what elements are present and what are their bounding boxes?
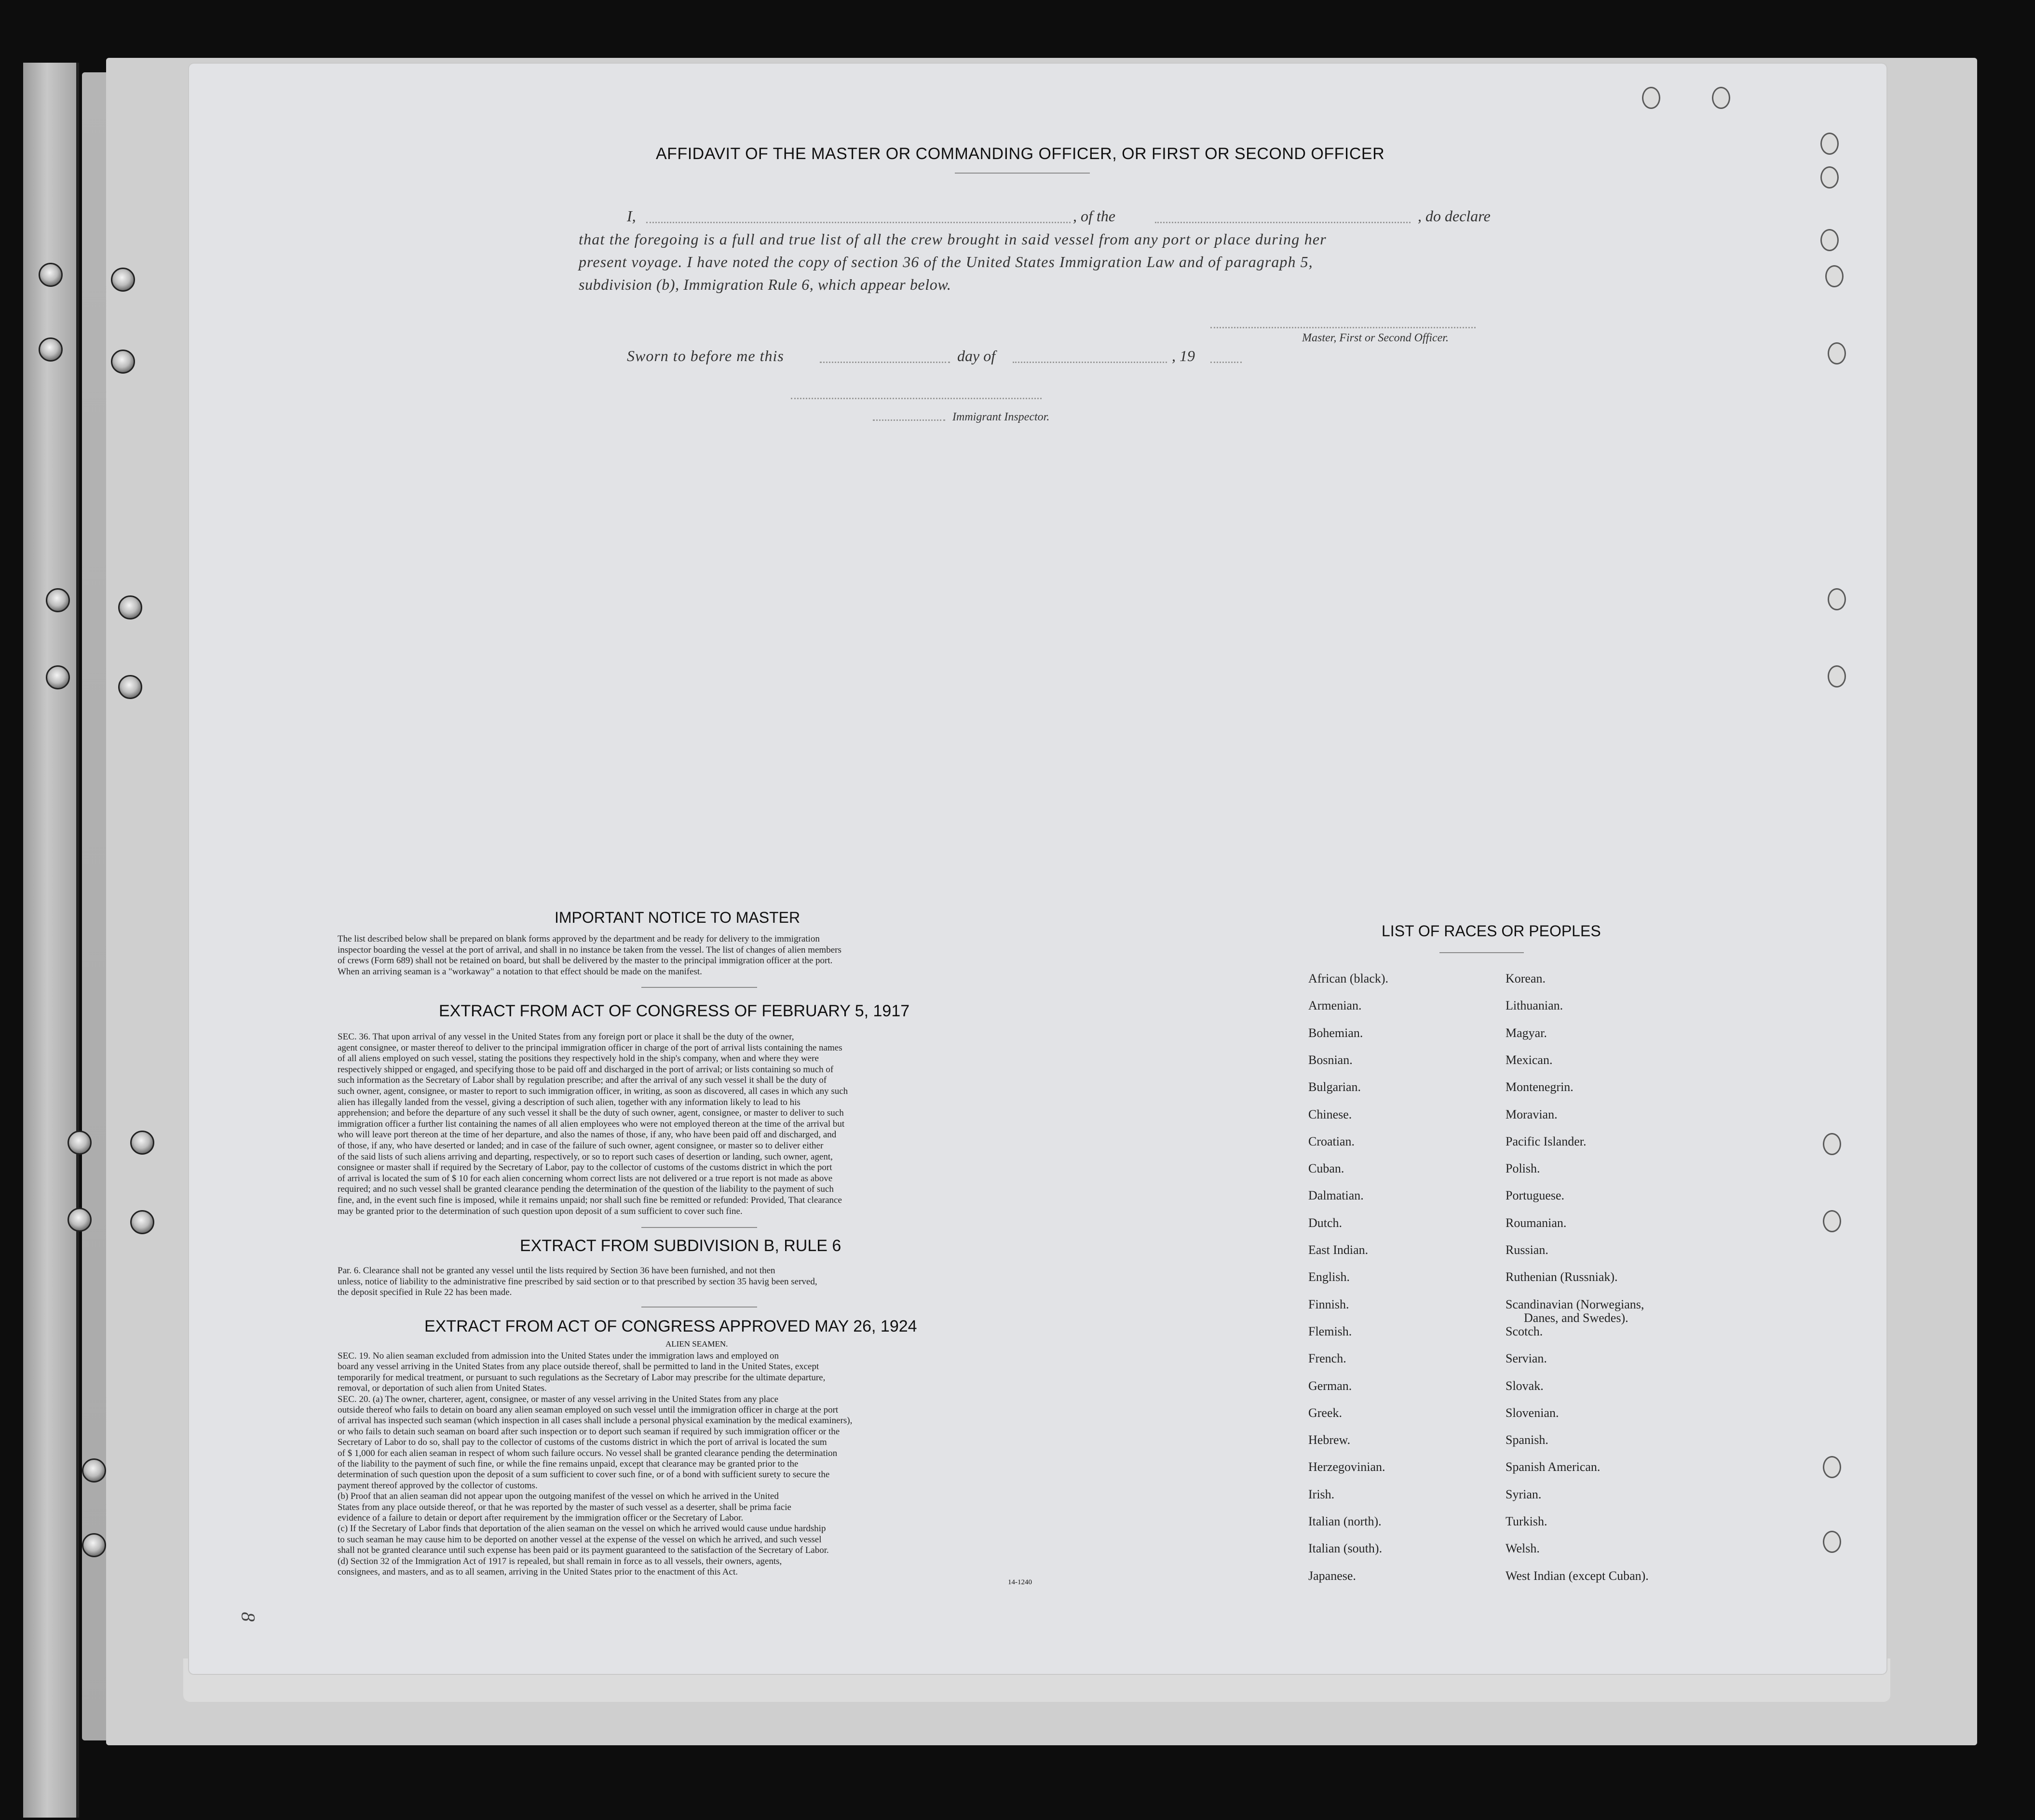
race-item: German.: [1308, 1378, 1352, 1393]
binder-hole-icon: [82, 1533, 106, 1557]
page-hole-icon: [1820, 166, 1839, 189]
sworn-day-field[interactable]: [820, 362, 950, 363]
sworn-month-field[interactable]: [1013, 362, 1167, 363]
sworn-label: Sworn to before me this: [627, 347, 784, 364]
vessel-field[interactable]: [1155, 222, 1411, 223]
extract-1924-line: outside thereof who fails to detain on board any alien seaman employed on such vessel until the immigration officer in charge at the port: [338, 1405, 839, 1415]
binder-strip: [23, 63, 79, 1818]
race-item: Croatian.: [1308, 1134, 1355, 1148]
master-signature-field[interactable]: [1210, 327, 1476, 328]
binder-hole-icon: [130, 1210, 154, 1234]
race-item: Slovenian.: [1506, 1405, 1559, 1420]
race-item: Finnish.: [1308, 1297, 1349, 1311]
race-item: Servian.: [1506, 1351, 1547, 1366]
form-number: 14-1240: [1008, 1578, 1032, 1586]
race-item: Portuguese.: [1506, 1188, 1565, 1203]
notice-line: inspector boarding the vessel at the port of arrival, and shall in no instance be taken from the vessel. The list of changes of alien members: [338, 944, 841, 955]
extract-1917-title: EXTRACT FROM ACT OF CONGRESS OF FEBRUARY 5, 1917: [439, 1002, 910, 1020]
page-hole-icon: [1820, 133, 1839, 155]
extract-1917-line: of those, if any, who have deserted or landed; and in case of the failure of such owner, agent consignee, or master so to deliver either: [338, 1141, 824, 1151]
extract-1924-line: (d) Section 32 of the Immigration Act of 1917 is repealed, but shall remain in force as to all vessels, their owners, agents,: [338, 1556, 782, 1566]
races-title: LIST OF RACES OR PEOPLES: [1382, 922, 1601, 940]
extract-1924-line: (c) If the Secretary of Labor finds that deportation of the alien seaman on the vessel on which he arrived would cause undue hardship: [338, 1523, 826, 1534]
extract-1924-line: evidence of a failure to detain or deport after requirement by the immigration officer or the Secretary of Labor.: [338, 1513, 744, 1523]
race-item: Polish.: [1506, 1161, 1540, 1176]
race-item: Chinese.: [1308, 1107, 1352, 1121]
master-signature-label: Master, First or Second Officer.: [1302, 332, 1449, 344]
race-item: Russian.: [1506, 1243, 1548, 1257]
affidavit-title: AFFIDAVIT OF THE MASTER OR COMMANDING OFFICER, OR FIRST OR SECOND OFFICER: [656, 145, 1385, 163]
page-hole-icon: [1820, 229, 1839, 251]
extract-1917-line: alien has illegally landed from the vessel, giving a description of such alien, together with any information likely to lead to his: [338, 1097, 800, 1107]
race-item: Pacific Islander.: [1506, 1134, 1587, 1148]
notice-line: When an arriving seaman is a "workaway" a notation to that effect should be made on the manifest.: [338, 966, 702, 977]
race-item: Cuban.: [1308, 1161, 1344, 1176]
rule6-rule: [641, 1307, 757, 1308]
page-hole-icon: [1642, 87, 1660, 109]
race-item: West Indian (except Cuban).: [1506, 1568, 1649, 1583]
binder-hole-icon: [111, 350, 135, 374]
race-item: English.: [1308, 1270, 1350, 1284]
race-item: Armenian.: [1308, 998, 1362, 1013]
rule6-line: Par. 6. Clearance shall not be granted any vessel until the lists required by Section 36 have been furnished, and not then: [338, 1266, 775, 1276]
inspector-signature-label: Immigrant Inspector.: [952, 411, 1050, 423]
notice-line: The list described below shall be prepared on blank forms approved by the department and be ready for delivery to the immigration: [338, 934, 820, 944]
race-item: Magyar.: [1506, 1025, 1547, 1040]
day-of-label: day of: [957, 347, 996, 364]
binder-hole-icon: [130, 1131, 154, 1155]
extract-1924-line: of the liability to the payment of such fine, or while the fine remains unpaid, except that clearance may be granted prior to the: [338, 1459, 799, 1469]
race-item: Flemish.: [1308, 1324, 1352, 1338]
extract-1917-line: SEC. 36. That upon arrival of any vessel in the United States from any foreign port or place it shall be the duty of the owner,: [338, 1032, 794, 1042]
extract-1924-line: payment thereof approved by the collector of customs.: [338, 1480, 538, 1491]
extract-1924-line: removal, or deportation of such alien from United States.: [338, 1383, 547, 1394]
extract-1917-line: apprehension; and before the departure of any such vessel it shall be the duty of such owner, agent, consignee, or master to deliver to such: [338, 1108, 844, 1119]
race-item: Bosnian.: [1308, 1052, 1353, 1067]
race-item: Roumanian.: [1506, 1215, 1567, 1230]
race-item: Korean.: [1506, 971, 1546, 985]
race-item: Irish.: [1308, 1487, 1335, 1501]
race-item: Bohemian.: [1308, 1025, 1363, 1040]
binder-hole-icon: [68, 1131, 92, 1155]
extract-1917-line: fine, and, in the event such fine is imposed, while it remains unpaid; nor shall such fine be remitted or refunded: Provided, That clearance: [338, 1195, 842, 1205]
race-item: Moravian.: [1506, 1107, 1558, 1121]
binder-hole-icon: [39, 337, 63, 362]
race-item: Spanish.: [1506, 1433, 1548, 1447]
race-item: Mexican.: [1506, 1052, 1553, 1067]
race-item: Slovak.: [1506, 1378, 1544, 1393]
race-item: Herzegovinian.: [1308, 1460, 1385, 1474]
race-item: Dutch.: [1308, 1215, 1343, 1230]
extract-1917-line: required; and no such vessel shall be granted clearance pending the determination of the question of the liability to the payment of such: [338, 1184, 834, 1195]
race-item: African (black).: [1308, 971, 1389, 985]
extract-1924-line: board any vessel arriving in the United States from any place outside thereof, shall be permitted to land in the United States, except: [338, 1362, 819, 1372]
page-hole-icon: [1823, 1456, 1841, 1478]
extract-1924-line: consignees, and masters, and as to all seamen, arriving in the United States prior to the enactment of this Act.: [338, 1567, 738, 1577]
race-item: Italian (south).: [1308, 1541, 1383, 1556]
race-item: French.: [1308, 1351, 1346, 1366]
race-item: Japanese.: [1308, 1568, 1356, 1583]
page-hole-icon: [1828, 342, 1846, 364]
extract-1924-line: States from any place outside thereof, or that he was reported by the master of such vessel as a deserter, shall be prima facie: [338, 1502, 791, 1512]
binder-hole-icon: [118, 595, 142, 620]
race-item: Lithuanian.: [1506, 998, 1563, 1013]
race-item: Syrian.: [1506, 1487, 1542, 1501]
affidavit-of-the: , of the: [1073, 207, 1115, 225]
notice-title: IMPORTANT NOTICE TO MASTER: [555, 909, 800, 926]
binder-hole-icon: [39, 263, 63, 287]
page-hole-icon: [1823, 1531, 1841, 1553]
extract-1917-line: of the said lists of such aliens arriving and departing, respectively, or so to report such cases of desertion or landing, such owner, agent,: [338, 1151, 833, 1162]
notice-rule: [641, 987, 757, 988]
affidavit-i: I,: [627, 207, 636, 225]
page-hole-icon: [1712, 87, 1730, 109]
extract-1917-line: who will leave port thereon at the time of her departure, and also the names of those, if any, who have been paid off and discharged, and: [338, 1130, 837, 1140]
race-item: Welsh.: [1506, 1541, 1540, 1556]
extract-1917-rule: [641, 1227, 757, 1228]
extract-1924-line: or who fails to detain such seaman on board after such inspection or to deport such seaman if required by such immigration officer or the: [338, 1426, 840, 1437]
race-item: Bulgarian.: [1308, 1080, 1361, 1094]
extract-1917-line: agent consignee, or master thereof to deliver to the principal immigration officer in charge of the port of arrival lists containing the names: [338, 1042, 842, 1053]
affidavit-title-rule: [955, 173, 1090, 174]
sworn-year-field[interactable]: [1210, 362, 1242, 363]
affidavit-do-declare: , do declare: [1418, 207, 1491, 225]
race-item-continuation: Danes, and Swedes).: [1524, 1310, 1628, 1325]
extract-1924-line: SEC. 20. (a) The owner, charterer, agent, consignee, or master of any vessel arriving in the United States from any place: [338, 1394, 779, 1404]
extract-1924-line: shall not be granted clearance until such expense has been paid or its payment guaranteed to the satisfaction of the Secretary of Labor.: [338, 1545, 829, 1556]
extract-1917-line: may be granted prior to the determination of such question upon deposit of a sum sufficient to cover such fine.: [338, 1206, 743, 1216]
race-item: Ruthenian (Russniak).: [1506, 1270, 1618, 1284]
race-item: Greek.: [1308, 1405, 1343, 1420]
binder-hole-icon: [68, 1208, 92, 1232]
extract-1917-line: such information as the Secretary of Labor shall by regulation prescribe; and after the arrival of any such vessel it shall be the duty of: [338, 1075, 827, 1086]
race-item: Turkish.: [1506, 1514, 1547, 1528]
page-hole-icon: [1823, 1133, 1841, 1155]
extract-1924-title: EXTRACT FROM ACT OF CONGRESS APPROVED MAY 26, 1924: [424, 1317, 917, 1335]
extract-1924-line: of $ 1,000 for each alien seaman in respect of whom such failure occurs. No vessel shall be granted clearance pending the determination: [338, 1448, 838, 1458]
extract-1924-line: (b) Proof that an alien seaman did not appear upon the outgoing manifest of the vessel on which he arrived in the United: [338, 1491, 779, 1502]
extract-1924-line: Secretary of Labor to do so, shall pay to the collector of customs of the customs district in which the port of arrival is located the sum: [338, 1437, 827, 1448]
race-item: Montenegrin.: [1506, 1080, 1574, 1094]
inspector-signature-field[interactable]: [791, 398, 1042, 399]
extract-1924-line: SEC. 19. No alien seaman excluded from admission into the United States under the immigration laws and employed on: [338, 1351, 779, 1361]
extract-1917-line: consignee or master shall if required by the Secretary of Labor, pay to the collector of customs of the customs district in which the port: [338, 1162, 832, 1173]
race-item: Spanish American.: [1506, 1460, 1601, 1474]
extract-1924-line: to such seaman he may cause him to be deported on another vessel at the expense of the vessel on which he arrived, and such vessel: [338, 1534, 822, 1545]
affidavit-line-3: present voyage. I have noted the copy of section 36 of the United States Immigration Law and of paragraph 5,: [579, 253, 1313, 270]
race-item: Hebrew.: [1308, 1433, 1351, 1447]
rule6-title: EXTRACT FROM SUBDIVISION B, RULE 6: [520, 1237, 841, 1255]
binder-hole-icon: [82, 1458, 106, 1483]
extract-1917-line: immigration officer a further list containing the names of all alien employees who were not employed thereon at the time of the arrival but: [338, 1119, 845, 1129]
page-hole-icon: [1828, 665, 1846, 688]
race-item: Scandinavian (Norwegians,: [1506, 1297, 1644, 1311]
page-hole-icon: [1825, 265, 1844, 287]
binder-hole-icon: [111, 268, 135, 292]
extract-1924-line: of arrival has inspected such seaman (which inspection in all cases shall include a personal physical examination by the medical examiners),: [338, 1416, 853, 1426]
extract-1917-line: such owner, agent, consignee, or master to report to such immigration officer, in writing, as soon as discovered, all cases in which any such: [338, 1086, 848, 1096]
races-rule: [1439, 952, 1524, 953]
page-hole-icon: [1823, 1210, 1841, 1232]
rule6-line: unless, notice of liability to the administrative fine prescribed by said section or to that prescribed by section 35 havig been served,: [338, 1276, 817, 1287]
inspector-signature-field-2[interactable]: [873, 419, 945, 421]
race-item: Italian (north).: [1308, 1514, 1382, 1528]
race-item: East Indian.: [1308, 1243, 1369, 1257]
page-hole-icon: [1828, 588, 1846, 610]
binder-hole-icon: [46, 588, 70, 612]
extract-1917-line: respectively shipped or engaged, and specifying those to be paid off and discharged in the port of arrival; or lists containing so much of: [338, 1064, 834, 1075]
extract-1924-line: determination of such question upon the deposit of a sum sufficient to cover such fine, or of a bond with sufficient surety to secure the: [338, 1469, 830, 1480]
affidavit-line-2: that the foregoing is a full and true list of all the crew brought in said vessel from any port or place during her: [579, 230, 1327, 248]
rule6-line: the deposit specified in Rule 22 has been made.: [338, 1287, 512, 1297]
notice-line: of crews (Form 689) shall not be retained on board, but shall be delivered by the master to the principal immigration officer at the port.: [338, 956, 833, 966]
race-item: Scotch.: [1506, 1324, 1543, 1338]
race-item: Dalmatian.: [1308, 1188, 1364, 1203]
year-label: , 19: [1172, 347, 1195, 364]
binder-hole-icon: [46, 665, 70, 689]
extract-1924-line: temporarily for medical treatment, or pursuant to such regulations as the Secretary of Labor may prescribe for the ultimate departure,: [338, 1372, 826, 1383]
handwritten-mark: 8: [237, 1612, 259, 1622]
extract-1924-subtitle: ALIEN SEAMEN.: [665, 1339, 728, 1348]
affidavit-line-4: subdivision (b), Immigration Rule 6, which appear below.: [579, 276, 951, 293]
extract-1917-line: of all aliens employed on such vessel, stating the positions they respectively hold in the ship's company, when and where they were: [338, 1053, 819, 1064]
binder-hole-icon: [118, 675, 142, 699]
name-field[interactable]: [646, 222, 1071, 223]
extract-1917-line: of arrival is located the sum of $ 10 for each alien concerning whom correct lists are not delivered or a true report is not made as above: [338, 1173, 833, 1184]
